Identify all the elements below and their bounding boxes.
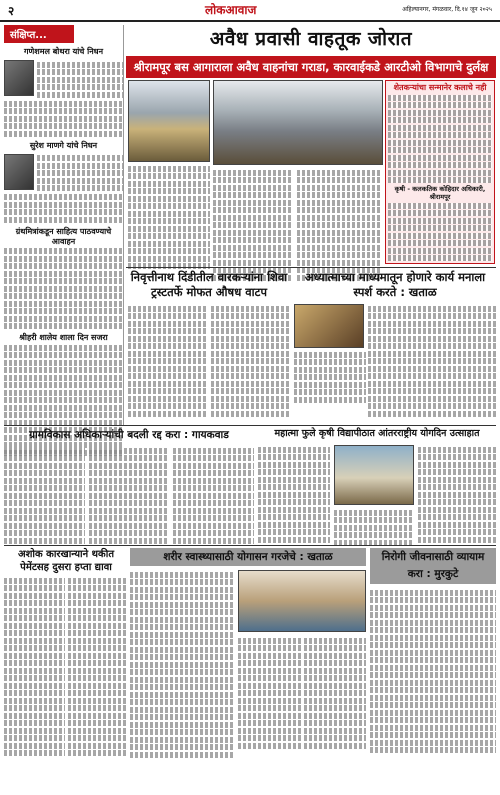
portrait-photo bbox=[4, 60, 34, 96]
section-rule bbox=[4, 425, 496, 426]
dateline: अहिल्यानगर, मंगळवार, दि.१४ जून २०२५ bbox=[402, 6, 492, 13]
story-photo-adhyatma bbox=[294, 304, 364, 348]
story-adhyatma-body bbox=[368, 304, 496, 418]
story-nivrutti-body bbox=[128, 304, 290, 418]
story-health-body bbox=[370, 588, 496, 755]
brief-title: श्रीहरी शालेय शाला दिन सजरा bbox=[19, 333, 108, 342]
lead-photo-vehicles bbox=[213, 80, 383, 165]
story-ashok-body bbox=[4, 576, 128, 758]
portrait-photo bbox=[4, 154, 34, 190]
brief-title: ग्रंथमित्रांकडून साहित्य पाठवण्याचे आवाहन bbox=[15, 226, 112, 246]
story-photo-yoga-day bbox=[334, 445, 414, 505]
section-rule bbox=[126, 267, 496, 268]
brief-title: गणेशमल बोथरा यांचे निधन bbox=[23, 47, 104, 56]
lead-col-2 bbox=[213, 168, 293, 282]
lead-subheadline: श्रीरामपूर बस आगाराला अवैध वाहनांचा गराडा, कारवाईकडे आरटीओ विभागाचे दुर्लक्ष bbox=[126, 56, 496, 78]
story-phule-body-2 bbox=[418, 445, 496, 544]
story-phule-body-3 bbox=[334, 508, 414, 547]
story-headline-phule: महात्मा फुले कृषी विद्यापीठात आंतरराष्ट्रीय योगदिन उत्साहात bbox=[274, 428, 480, 439]
sidebar-heading: संक्षिप्त... bbox=[4, 25, 74, 43]
lead-sidebox bbox=[385, 80, 495, 264]
story-phule-body bbox=[258, 445, 330, 544]
lead-col-1 bbox=[128, 164, 210, 271]
story-adhyatma-body-lower bbox=[294, 350, 366, 404]
story-yoga-body bbox=[130, 570, 234, 759]
story-headline-health: निरोगी जीवनासाठी व्यायाम करा : मुरकुटे bbox=[370, 548, 496, 584]
story-yoga-body-2 bbox=[238, 636, 366, 750]
story-headline-yoga: शरीर स्वास्थ्यासाठी योगासन गरजेचे : खताळ bbox=[130, 548, 366, 566]
story-headline-nivrutti: निवृत्तीनाथ दिंडीतील वारकऱ्यांना शिवा ट्रस्टतर्फे मोफत औषध वाटप bbox=[130, 270, 288, 299]
masthead: लोकआवाज bbox=[205, 3, 257, 17]
lead-col-3 bbox=[297, 168, 381, 282]
story-headline-ashok: अशोक कारखान्याने थकीत पेमेंटसह दुसरा हप्ता द्यावा bbox=[17, 549, 115, 573]
story-photo-yoga-session bbox=[238, 570, 366, 632]
story-headline-gramsevak: ग्रामविकास अधिकाऱ्यांची बदली रद्द करा : गायकवाड bbox=[29, 429, 229, 441]
brief-title: सुरेश माणगे यांचे निधन bbox=[29, 140, 98, 150]
story-headline-adhyatma: अध्यात्माच्या माध्यमातून होणारे कार्य मनाला स्पर्श करते : खताळ bbox=[304, 270, 486, 299]
sidebox-caption: कृषी - कलकतिक कोहिदार अधिकारी, श्रीरामपूर bbox=[394, 185, 486, 201]
section-rule bbox=[4, 545, 496, 546]
sidebox-title: शेतकऱ्यांचा सन्मानेर कलाचे नही bbox=[393, 83, 487, 92]
story-gramsevak-body bbox=[4, 446, 254, 545]
page-header-bar bbox=[0, 0, 500, 22]
sidebar-briefs bbox=[4, 25, 124, 425]
lead-headline: अवैध प्रवासी वाहतूक जोरात bbox=[209, 28, 413, 50]
lead-photo-buses bbox=[128, 80, 210, 162]
page-number: २ bbox=[8, 4, 15, 18]
